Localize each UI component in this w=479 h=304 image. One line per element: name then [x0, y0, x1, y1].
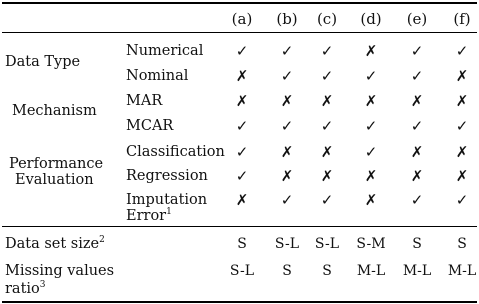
cell-mar-f: ✗: [455, 92, 469, 110]
column-header-e: (e): [406, 10, 428, 28]
cell-mcar-a: ✓: [235, 117, 249, 135]
cell-classification-a: ✓: [235, 143, 249, 161]
row-label-nominal: Nominal: [126, 68, 189, 84]
cell-regression-e: ✗: [410, 167, 424, 185]
cell-nominal-d: ✓: [364, 67, 378, 85]
column-header-c: (c): [316, 10, 338, 28]
cell-classification-c: ✗: [320, 143, 334, 161]
cell-numerical-d: ✗: [364, 42, 378, 60]
row-label-regression: Regression: [126, 168, 208, 184]
group-label-performance: Performance: [9, 156, 104, 172]
cell-numerical-c: ✓: [320, 42, 334, 60]
cell-imputation-b: ✓: [280, 191, 294, 209]
top-rule: [2, 2, 477, 4]
cell-size-a: S: [237, 236, 247, 252]
cell-ratio-a: S-L: [229, 263, 255, 279]
cell-imputation-a: ✗: [235, 191, 249, 209]
row-label-ratio: ratio$^3$: [5, 280, 46, 297]
header-rule: [2, 32, 477, 33]
row-label-mcar: MCAR: [126, 118, 174, 134]
cell-imputation-e: ✓: [410, 191, 424, 209]
cell-mcar-c: ✓: [320, 117, 334, 135]
cell-ratio-f: M-L: [447, 263, 477, 279]
bottom-rule: [2, 301, 477, 303]
row-label-classification: Classification: [126, 144, 225, 160]
cell-ratio-b: S: [282, 263, 292, 279]
cell-mar-a: ✗: [235, 92, 249, 110]
cell-mcar-b: ✓: [280, 117, 294, 135]
column-header-f: (f): [453, 10, 471, 28]
cell-nominal-e: ✓: [410, 67, 424, 85]
group-label-data-type: Data Type: [5, 54, 81, 70]
row-label-mar: MAR: [126, 93, 163, 109]
cell-nominal-f: ✗: [455, 67, 469, 85]
cell-nominal-b: ✓: [280, 67, 294, 85]
cell-classification-f: ✗: [455, 143, 469, 161]
group-label-mechanism: Mechanism: [12, 103, 97, 119]
cell-nominal-c: ✓: [320, 67, 334, 85]
cell-numerical-a: ✓: [235, 42, 249, 60]
row-label-data-set-size: Data set size$^2$: [5, 235, 105, 252]
cell-regression-d: ✗: [364, 167, 378, 185]
row-label-numerical: Numerical: [126, 43, 204, 59]
cell-ratio-d: M-L: [356, 263, 386, 279]
cell-size-f: S: [457, 236, 467, 252]
cell-size-c: S-L: [314, 236, 340, 252]
cell-regression-b: ✗: [280, 167, 294, 185]
row-label-error: Error$^1$: [126, 207, 172, 224]
cell-regression-c: ✗: [320, 167, 334, 185]
cell-classification-d: ✓: [364, 143, 378, 161]
cell-mcar-d: ✓: [364, 117, 378, 135]
group-label-evaluation: Evaluation: [15, 172, 94, 188]
column-header-b: (b): [276, 10, 298, 28]
cell-regression-f: ✗: [455, 167, 469, 185]
cell-mar-d: ✗: [364, 92, 378, 110]
cell-numerical-f: ✓: [455, 42, 469, 60]
cell-classification-e: ✗: [410, 143, 424, 161]
cell-imputation-f: ✓: [455, 191, 469, 209]
row-label-imputation: Imputation: [126, 192, 208, 208]
cell-imputation-d: ✗: [364, 191, 378, 209]
cell-nominal-a: ✗: [235, 67, 249, 85]
cell-size-b: S-L: [274, 236, 300, 252]
column-header-d: (d): [360, 10, 382, 28]
separator-rule: [2, 226, 477, 227]
cell-mar-e: ✗: [410, 92, 424, 110]
cell-classification-b: ✗: [280, 143, 294, 161]
cell-imputation-c: ✓: [320, 191, 334, 209]
cell-numerical-e: ✓: [410, 42, 424, 60]
cell-mar-b: ✗: [280, 92, 294, 110]
cell-mcar-f: ✓: [455, 117, 469, 135]
cell-ratio-e: M-L: [402, 263, 432, 279]
cell-mcar-e: ✓: [410, 117, 424, 135]
column-header-a: (a): [231, 10, 253, 28]
cell-ratio-c: S: [322, 263, 332, 279]
cell-regression-a: ✓: [235, 167, 249, 185]
cell-size-e: S: [412, 236, 422, 252]
cell-size-d: S-M: [356, 236, 386, 252]
row-label-missing-values: Missing values: [5, 263, 115, 279]
cell-numerical-b: ✓: [280, 42, 294, 60]
cell-mar-c: ✗: [320, 92, 334, 110]
